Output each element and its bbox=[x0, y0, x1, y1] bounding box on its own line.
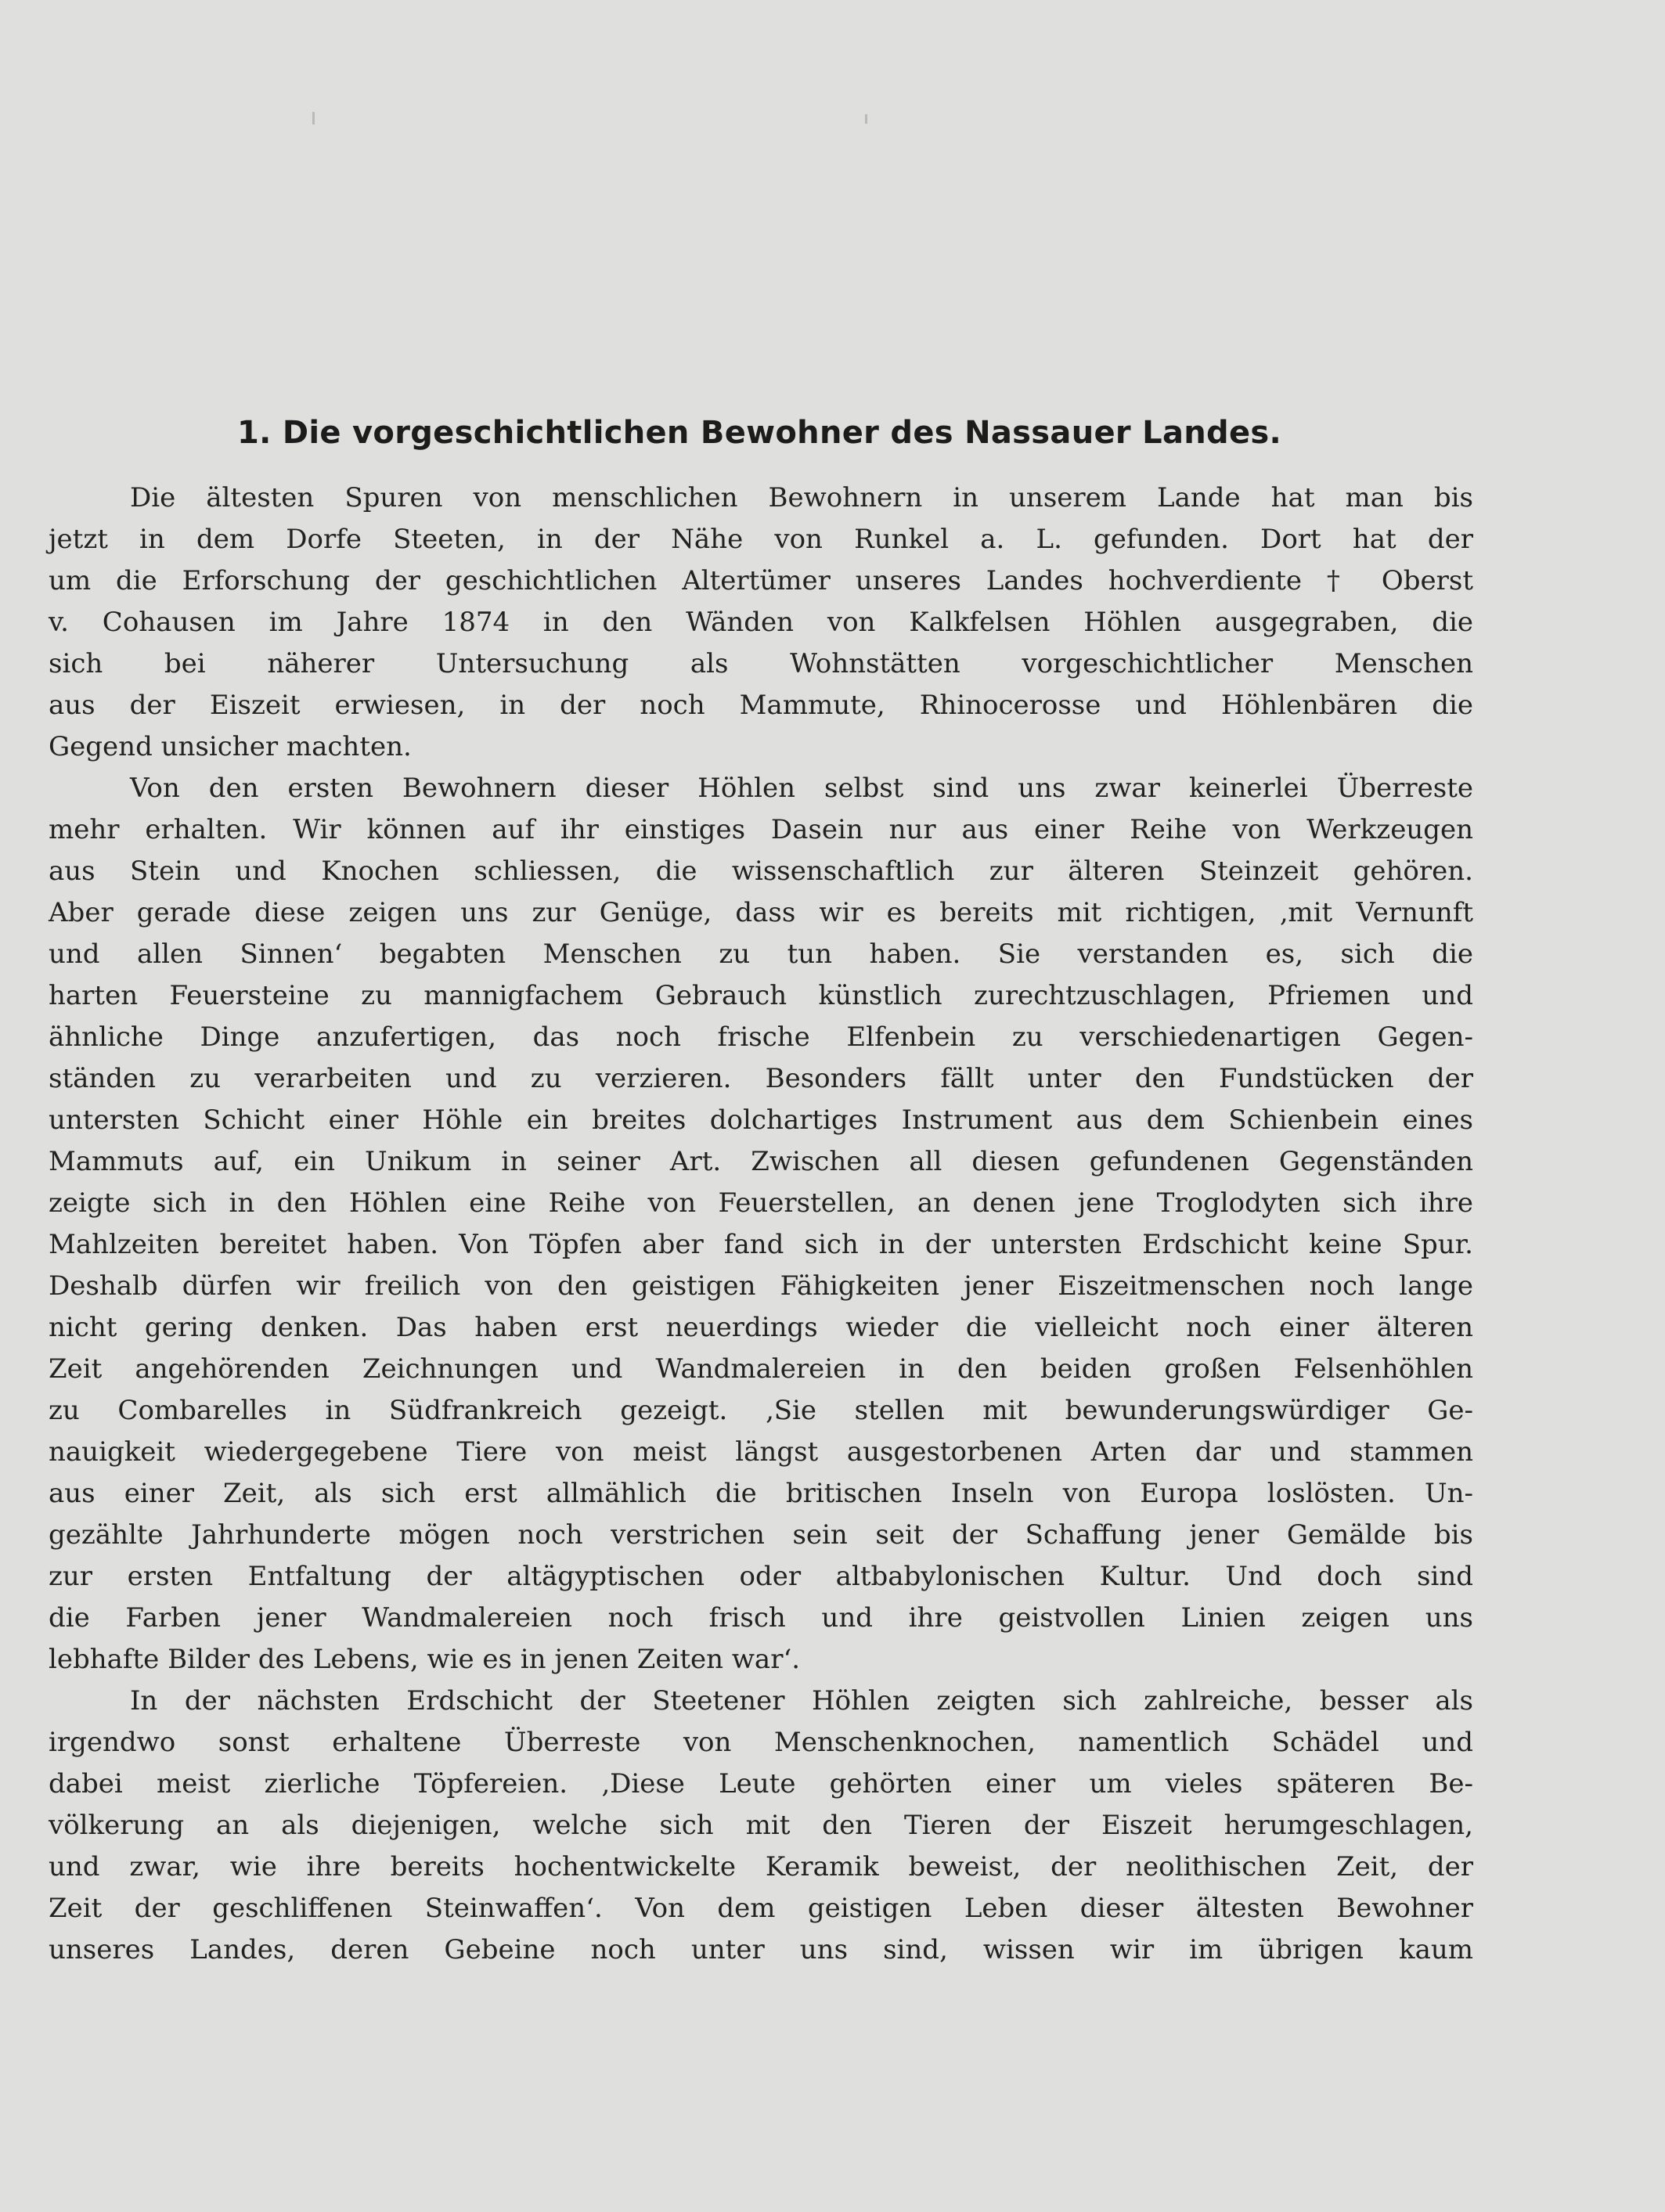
text-line: sich bei näherer Untersuchung als Wohnstätten vorgeschichtlicher Menschen bbox=[49, 648, 1473, 679]
text-line: Zeit angehörenden Zeichnungen und Wandmalereien in den beiden großen Felsenhöhlen bbox=[49, 1353, 1473, 1385]
text-line: dabei meist zierliche Töpfereien. ‚Diese Leute gehörten einer um vieles späteren Be- bbox=[49, 1768, 1473, 1800]
text-line: ständen zu verarbeiten und zu verzieren. Besonders fällt unter den Fundstücken der bbox=[49, 1063, 1473, 1094]
text-line: v. Cohausen im Jahre 1874 in den Wänden von Kalkfelsen Höhlen ausgegraben, die bbox=[49, 607, 1473, 638]
text-line: Von den ersten Bewohnern dieser Höhlen selbst sind uns zwar keinerlei Überreste bbox=[130, 773, 1473, 804]
text-line: Gegend unsicher machten. bbox=[49, 731, 412, 762]
text-line: völkerung an als diejenigen, welche sich mit den Tieren der Eiszeit herumgeschlagen, bbox=[49, 1810, 1473, 1841]
text-line: In der nächsten Erdschicht der Steetener Höhlen zeigten sich zahlreiche, besser als bbox=[130, 1685, 1473, 1717]
text-line: mehr erhalten. Wir können auf ihr einstiges Dasein nur aus einer Reihe von Werkzeugen bbox=[49, 814, 1473, 845]
text-line: Zeit der geschliffenen Steinwaffen‘. Von dem geistigen Leben dieser ältesten Bewohner bbox=[49, 1893, 1473, 1924]
text-line: harten Feuersteine zu mannigfachem Gebrauch künstlich zurechtzuschlagen, Pfriemen und bbox=[49, 980, 1473, 1011]
text-line: Aber gerade diese zeigen uns zur Genüge, dass wir es bereits mit richtigen, ‚mit Vernunft bbox=[49, 897, 1473, 928]
text-line: aus der Eiszeit erwiesen, in der noch Mammute, Rhinocerosse und Höhlenbären die bbox=[49, 690, 1473, 721]
text-line: irgendwo sonst erhaltene Überreste von Menschenknochen, namentlich Schädel und bbox=[49, 1727, 1473, 1758]
scan-speck bbox=[865, 114, 867, 124]
scan-speck bbox=[312, 112, 315, 124]
text-line: unseres Landes, deren Gebeine noch unter uns sind, wissen wir im übrigen kaum bbox=[49, 1934, 1473, 1965]
text-line: Die ältesten Spuren von menschlichen Bewohnern in unserem Lande hat man bis bbox=[130, 482, 1473, 513]
text-line: aus einer Zeit, als sich erst allmählich die britischen Inseln von Europa loslösten. Un- bbox=[49, 1478, 1473, 1509]
text-line: lebhafte Bilder des Lebens, wie es in jenen Zeiten war‘. bbox=[49, 1644, 801, 1675]
text-line: untersten Schicht einer Höhle ein breites dolchartiges Instrument aus dem Schienbein eines bbox=[49, 1104, 1473, 1136]
text-line: und allen Sinnen‘ begabten Menschen zu tun haben. Sie verstanden es, sich die bbox=[49, 938, 1473, 970]
text-line: Mammuts auf, ein Unikum in seiner Art. Zwischen all diesen gefundenen Gegenständen bbox=[49, 1146, 1473, 1177]
text-line: zeigte sich in den Höhlen eine Reihe von Feuerstellen, an denen jene Troglodyten sich ihre bbox=[49, 1187, 1473, 1219]
text-line: ähnliche Dinge anzufertigen, das noch frische Elfenbein zu verschiedenartigen Gegen- bbox=[49, 1021, 1473, 1053]
text-line: nicht gering denken. Das haben erst neuerdings wieder die vielleicht noch einer älteren bbox=[49, 1312, 1473, 1343]
text-line: Deshalb dürfen wir freilich von den geistigen Fähigkeiten jener Eiszeitmenschen noch lange bbox=[49, 1270, 1473, 1302]
text-line: die Farben jener Wandmalereien noch frisch und ihre geistvollen Linien zeigen uns bbox=[49, 1602, 1473, 1634]
body-text bbox=[49, 477, 1473, 1971]
text-line: jetzt in dem Dorfe Steeten, in der Nähe von Runkel a. L. gefunden. Dort hat der bbox=[49, 524, 1473, 555]
text-line: gezählte Jahrhunderte mögen noch verstrichen sein seit der Schaffung jener Gemälde bis bbox=[49, 1519, 1473, 1551]
text-line: und zwar, wie ihre bereits hochentwickelte Keramik beweist, der neolithischen Zeit, der bbox=[49, 1851, 1473, 1882]
text-line: zu Combarelles in Südfrankreich gezeigt. ‚Sie stellen mit bewunderungswürdiger Ge- bbox=[49, 1395, 1473, 1426]
text-line: nauigkeit wiedergegebene Tiere von meist längst ausgestorbenen Arten dar und stammen bbox=[49, 1436, 1473, 1468]
text-line: zur ersten Entfaltung der altägyptischen oder altbabylonischen Kultur. Und doch sind bbox=[49, 1561, 1473, 1592]
chapter-heading: 1. Die vorgeschichtlichen Bewohner des Nassauer Landes. bbox=[237, 415, 1281, 451]
text-line: um die Erforschung der geschichtlichen Altertümer unseres Landes hochverdiente † Oberst bbox=[49, 565, 1473, 596]
text-line: Mahlzeiten bereitet haben. Von Töpfen aber fand sich in der untersten Erdschicht keine Spur. bbox=[49, 1229, 1473, 1260]
text-line: aus Stein und Knochen schliessen, die wissenschaftlich zur älteren Steinzeit gehören. bbox=[49, 856, 1473, 887]
